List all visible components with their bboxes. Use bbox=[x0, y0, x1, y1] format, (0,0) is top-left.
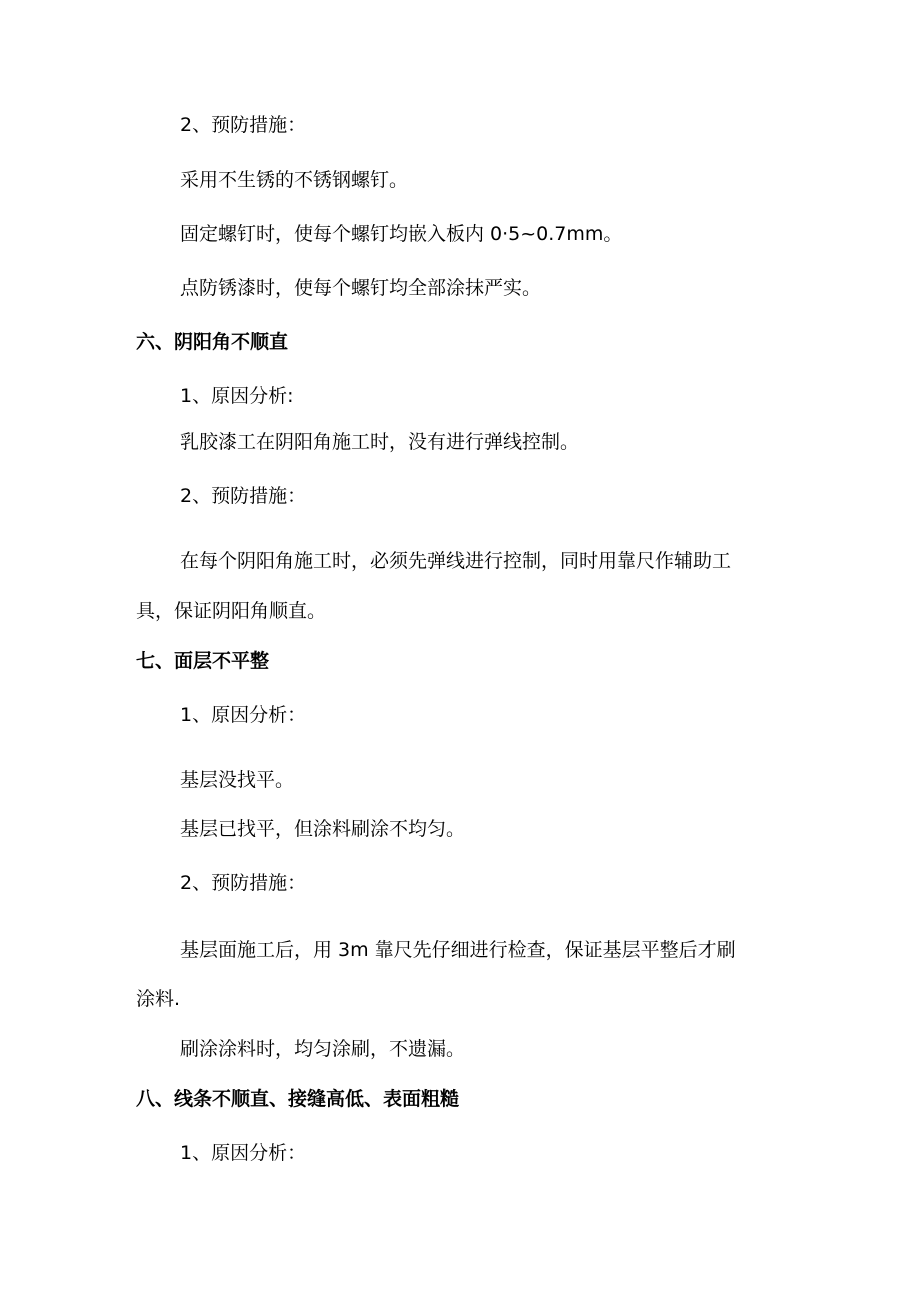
paragraph-line: 在每个阴阳角施工时，必须先弹线进行控制，同时用靠尺作辅助工 bbox=[180, 550, 732, 572]
paragraph-line: 基层面施工后，用 3m 靠尺先仔细进行检查，保证基层平整后才刷 bbox=[180, 939, 736, 961]
paragraph-line: 基层已找平，但涂料刷涂不均匀。 bbox=[180, 818, 466, 840]
paragraph-line: 基层没找平。 bbox=[180, 769, 295, 791]
paragraph-line: 刷涂涂料时，均匀涂刷，不遗漏。 bbox=[180, 1038, 466, 1060]
section-heading-6: 六、阴阳角不顺直 bbox=[136, 331, 289, 353]
paragraph-cause-heading: 1、原因分析： bbox=[180, 1142, 307, 1164]
paragraph-line: 固定螺钉时，使每个螺钉均嵌入板内 0·5~0.7mm。 bbox=[180, 223, 623, 245]
paragraph-line: 点防锈漆时，使每个螺钉均全部涂抹严实。 bbox=[180, 277, 542, 299]
section-heading-8: 八、线条不顺直、接缝高低、表面粗糙 bbox=[136, 1088, 460, 1110]
paragraph-line: 乳胶漆工在阴阳角施工时，没有进行弹线控制。 bbox=[180, 431, 580, 453]
paragraph-cause-heading: 1、原因分析： bbox=[180, 704, 307, 726]
paragraph-line-continued: 涂料. bbox=[136, 988, 181, 1010]
paragraph-line: 采用不生锈的不锈钢螺钉。 bbox=[180, 169, 409, 191]
paragraph-prevention-heading: 2、预防措施： bbox=[180, 114, 307, 136]
paragraph-line-continued: 具，保证阴阳角顺直。 bbox=[136, 600, 327, 622]
paragraph-cause-heading: 1、原因分析: bbox=[180, 385, 294, 407]
paragraph-prevention-heading: 2、预防措施： bbox=[180, 485, 307, 507]
paragraph-prevention-heading: 2、预防措施： bbox=[180, 872, 307, 894]
section-heading-7: 七、面层不平整 bbox=[136, 650, 270, 672]
